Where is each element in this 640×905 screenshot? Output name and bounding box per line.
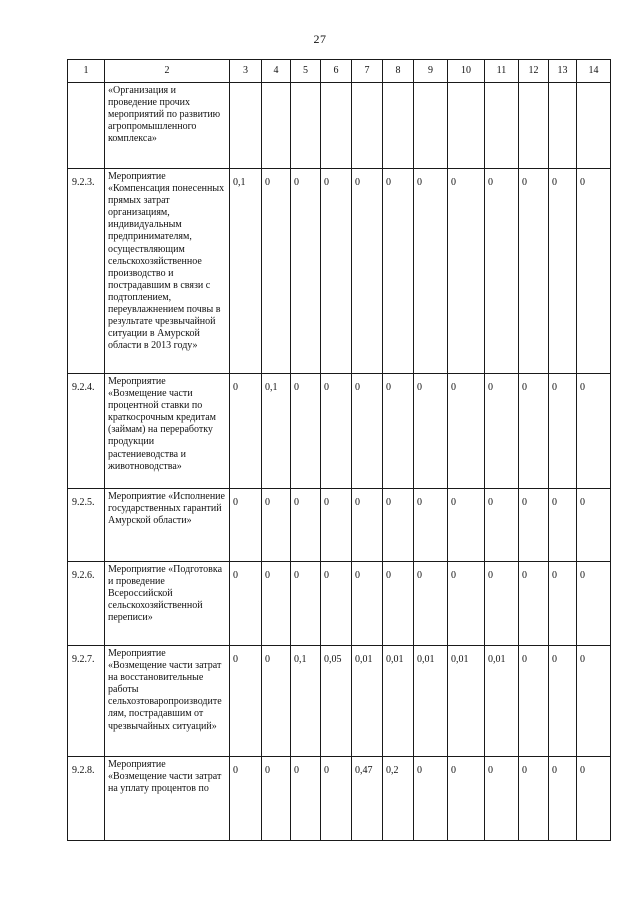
value-cell: 0 [321,374,352,489]
value-cell: 0 [519,646,549,757]
value-cell: 0,1 [230,169,262,374]
value-cell: 0,05 [321,646,352,757]
column-header-2: 2 [105,60,230,83]
value-cell: 0 [414,374,448,489]
table-row [68,489,611,562]
value-cell: 0 [383,562,414,646]
table-row [68,374,611,489]
value-cell: 0 [262,562,291,646]
column-header-12: 12 [519,60,549,83]
value-cell: 0,01 [383,646,414,757]
value-cell: 0 [577,562,611,646]
row-description: Мероприятие «Подготовка и проведение Всероссийской сельскохозяйственной переписи» [105,562,230,646]
row-number: 9.2.5. [68,489,105,562]
value-cell: 0 [485,562,519,646]
row-number: 9.2.8. [68,757,105,841]
value-cell: 0 [577,646,611,757]
row-description: Мероприятие «Возмещение части затрат на уплату процентов по [105,757,230,841]
value-cell: 0 [519,169,549,374]
value-cell: 0,01 [352,646,383,757]
value-cell: 0 [383,489,414,562]
row-number: 9.2.7. [68,646,105,757]
value-cell: 0 [230,489,262,562]
value-cell: 0 [321,757,352,841]
value-cell: 0 [448,374,485,489]
row-number: 9.2.3. [68,169,105,374]
row-description: Мероприятие «Возмещение части процентной ставки по краткосрочным кредитам (займам) на переработку продукции растениеводства и животноводства» [105,374,230,489]
column-header-7: 7 [352,60,383,83]
row-description: Мероприятие «Исполнение государственных гарантий Амурской области» [105,489,230,562]
value-cell: 0 [414,757,448,841]
value-cell: 0 [262,489,291,562]
value-cell [549,83,577,169]
value-cell: 0 [448,169,485,374]
value-cell: 0 [549,169,577,374]
value-cell: 0 [291,562,321,646]
row-number [68,83,105,169]
value-cell: 0,01 [414,646,448,757]
value-cell: 0 [230,757,262,841]
value-cell: 0 [352,489,383,562]
value-cell: 0 [262,169,291,374]
column-header-14: 14 [577,60,611,83]
table-row [68,83,611,169]
value-cell: 0 [291,374,321,489]
table-row [68,757,611,841]
value-cell: 0,1 [291,646,321,757]
column-header-11: 11 [485,60,519,83]
program-table [67,59,611,841]
value-cell: 0 [519,374,549,489]
value-cell [519,83,549,169]
value-cell: 0 [321,489,352,562]
value-cell: 0 [321,169,352,374]
value-cell: 0 [519,757,549,841]
header-row [68,60,611,83]
value-cell [230,83,262,169]
value-cell: 0 [519,562,549,646]
value-cell: 0 [414,169,448,374]
value-cell [448,83,485,169]
value-cell: 0 [291,489,321,562]
value-cell: 0,47 [352,757,383,841]
value-cell: 0 [383,169,414,374]
value-cell: 0 [549,489,577,562]
page-number: 27 [313,32,327,46]
value-cell: 0 [549,757,577,841]
table-row [68,169,611,374]
row-number: 9.2.6. [68,562,105,646]
value-cell: 0 [519,489,549,562]
value-cell [383,83,414,169]
value-cell: 0 [485,489,519,562]
column-header-4: 4 [262,60,291,83]
row-number: 9.2.4. [68,374,105,489]
value-cell: 0 [448,757,485,841]
value-cell: 0 [262,646,291,757]
value-cell: 0 [230,646,262,757]
value-cell: 0 [291,169,321,374]
value-cell: 0,01 [485,646,519,757]
value-cell: 0 [577,374,611,489]
row-description: Мероприятие «Компенсация понесенных прямых затрат организациям, индивидуальным предпринимателям, осуществляющим сельскохозяйственное производство и пострадавшим в связи с подтоплением, переувлажнением почвы в результате чрезвычайной ситуации в Амурской области в 2013 году» [105,169,230,374]
table-row [68,562,611,646]
value-cell: 0 [414,562,448,646]
value-cell: 0 [549,374,577,489]
row-description: Мероприятие «Возмещение части затрат на восстановительные работы сельхозтоваропроизводителям, пострадавшим от чрезвычайных ситуаций» [105,646,230,757]
value-cell: 0 [352,374,383,489]
value-cell [577,83,611,169]
column-header-5: 5 [291,60,321,83]
value-cell: 0 [577,489,611,562]
value-cell [485,83,519,169]
value-cell [321,83,352,169]
column-header-3: 3 [230,60,262,83]
value-cell [291,83,321,169]
value-cell: 0 [485,169,519,374]
column-header-9: 9 [414,60,448,83]
value-cell: 0 [291,757,321,841]
value-cell [352,83,383,169]
value-cell: 0 [485,757,519,841]
value-cell: 0,2 [383,757,414,841]
value-cell: 0 [485,374,519,489]
table-row [68,646,611,757]
value-cell: 0,1 [262,374,291,489]
table-body [68,83,611,841]
value-cell: 0 [549,646,577,757]
row-description: «Организация и проведение прочих мероприятий по развитию агропромышленного комплекса» [105,83,230,169]
value-cell: 0 [352,562,383,646]
column-header-13: 13 [549,60,577,83]
column-header-1: 1 [68,60,105,83]
column-header-8: 8 [383,60,414,83]
value-cell: 0 [448,562,485,646]
value-cell: 0 [414,489,448,562]
value-cell [414,83,448,169]
value-cell: 0 [383,374,414,489]
value-cell [262,83,291,169]
column-header-10: 10 [448,60,485,83]
value-cell: 0 [448,489,485,562]
value-cell: 0 [230,374,262,489]
value-cell: 0 [262,757,291,841]
value-cell: 0 [321,562,352,646]
value-cell: 0 [577,757,611,841]
value-cell: 0 [352,169,383,374]
value-cell: 0 [577,169,611,374]
value-cell: 0,01 [448,646,485,757]
column-header-6: 6 [321,60,352,83]
value-cell: 0 [230,562,262,646]
value-cell: 0 [549,562,577,646]
